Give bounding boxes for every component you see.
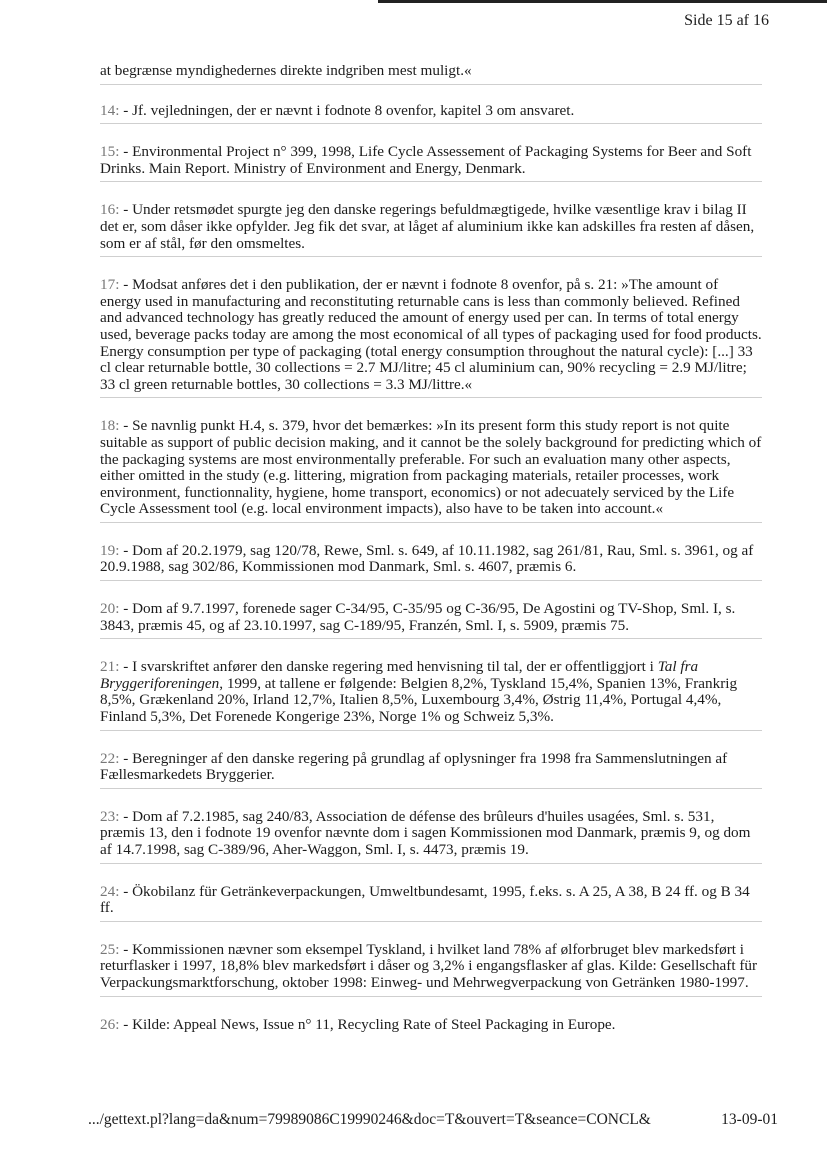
footnote-link[interactable]: 16: [100, 201, 120, 219]
footnote-text: - Dom af 9.7.1997, forenede sager C-34/95, C-35/95 og C-36/95, De Agostini og TV-Shop, Sml. I, s. 3843, præmis 45, og af 23.10.1997, sag C-189/95, Franzén, Sml. I, s. 5909, præmis 75. [100, 600, 736, 634]
footnote-text: - Jf. vejledningen, der er nævnt i fodnote 8 ovenfor, kapitel 3 om ansvaret. [119, 101, 575, 119]
footnote-link[interactable]: 21: [100, 658, 120, 676]
footnote-link[interactable]: 26: [100, 1015, 120, 1033]
footnote-text: - Dom af 7.2.1985, sag 240/83, Association de défense des brûleurs d'huiles usagées, Sml. s. 531, præmis 13, den i fodnote 19 ovenfor nævnte dom i sagen Kommissionen mod Danmark, præmis 9, og dom af 14.7.1998, sag C-389/96, Aher-Waggon, Sml. I, s. 4473, præmis 19. [100, 807, 751, 858]
footnote-text: - Beregninger af den danske regering på grundlag af oplysninger fra 1998 fra Sammenslutningen af Fællesmarkedets Bryggerier. [100, 749, 728, 784]
footnote-link[interactable]: 14: [100, 101, 120, 119]
footnote-23 [100, 809, 762, 864]
footnote-text: - Se navnlig punkt H.4, s. 379, hvor det bemærkes: »In its present form this study report is not quite suitable as support of public decision making, and it cannot be the solely background for predicting which of the packaging systems are most environmentally preferable. For such an evaluation many other aspects, either omitted in the study (e.g. littering, migration from packaging materials, retailer processes, work environment, functionnality, hygiene, home transport, economics) or not adecuately serviced by the Life Cycle Assessment tool (e.g. local environment impacts), also have to be taken into account.« [100, 417, 762, 518]
page-number: Side 15 af 16 [684, 12, 769, 29]
footnote-source-title: Tal fra Bryggeriforeningen [100, 658, 699, 692]
footnote-24 [100, 884, 762, 922]
footnote-text: - Environmental Project n° 399, 1998, Life Cycle Assessement of Packaging Systems for Beer and Soft Drinks. Main Report. Ministry of Environment and Energy, Denmark. [100, 143, 752, 177]
footnote-link[interactable]: 20: [100, 600, 120, 618]
footnote-18 [100, 418, 762, 523]
footnote-20 [100, 601, 762, 639]
footnote-text: - Kilde: Appeal News, Issue n° 11, Recycling Rate of Steel Packaging in Europe. [119, 1015, 616, 1033]
footnote-22 [100, 751, 762, 789]
footnote-21 [100, 659, 762, 730]
footer-date: 13-09-01 [721, 1111, 778, 1128]
footnote-text: - I svarskriftet anfører den danske regering med henvisning til tal, der er offentliggjort i [119, 658, 658, 676]
footnote-16 [100, 202, 762, 257]
footnote-text: - Dom af 20.2.1979, sag 120/78, Rewe, Sml. s. 649, af 10.11.1982, sag 261/81, Rau, Sml. s. 3961, og af 20.9.1988, sag 302/86, Kommissionen mod Danmark, Sml. s. 4607, præmis 6. [100, 541, 754, 576]
footer-url: .../gettext.pl?lang=da&num=79989086C19990246&doc=T&ouvert=T&seance=CONCL& [88, 1111, 651, 1128]
footnote-15 [100, 144, 762, 182]
footnote-19 [100, 543, 762, 581]
footnote-link[interactable]: 17: [100, 276, 120, 294]
footnote-text: - Under retsmødet spurgte jeg den danske regerings befuldmægtigede, hvilke væsentlige krav i bilag II det er, som dåser ikke opfylder. Jeg fik det svar, at låget af aluminium ikke kan adskilles fra resten af dåsen, som er af stål, før den omsmeltes. [100, 201, 755, 252]
top-rule [378, 0, 827, 3]
footnote-link[interactable]: 22: [100, 749, 120, 767]
footnote-17 [100, 277, 762, 398]
footnote-link[interactable]: 24: [100, 882, 120, 900]
footnote-link[interactable]: 15: [100, 143, 120, 161]
footnote-text: - Ökobilanz für Getränkeverpackungen, Umweltbundesamt, 1995, f.eks. s. A 25, A 38, B 24 ff. og B 34 ff. [100, 882, 750, 917]
footnote-text: , 1999, at tallene er følgende: Belgien 8,2%, Tyskland 15,4%, Spanien 13%, Frankrig 8,5%, Grækenland 20%, Irland 12,7%, Italien 8,5%, Luxembourg 3,4%, Østrig 11,4%, Portugal 4,4%, Finland 5,3%, Det Forenede Kongerige 23%, Norge 1% og Schweiz 5,3%. [100, 674, 738, 726]
footnote-14 [100, 103, 762, 125]
footnote-link[interactable]: 19: [100, 541, 120, 559]
page-footer [88, 1111, 778, 1129]
footnote-link[interactable]: 18: [100, 417, 120, 435]
footnote-link[interactable]: 23: [100, 807, 120, 825]
intro-text: at begrænse myndighedernes direkte indgriben mest muligt.« [100, 63, 762, 85]
footnote-link[interactable]: 25: [100, 940, 120, 958]
footnote-25 [100, 942, 762, 997]
footnote-text: - Modsat anføres det i den publikation, der er nævnt i fodnote 8 ovenfor, på s. 21: »The amount of energy used in manufacturing and reconstituting returnable cans is less than commonly believed. Refined and advanced technology has greatly reduced the amount of energy used per can. In terms of total energy used, beverage packs today are among the most economical of all types of packaging used for food products. Energy consumption per type of packaging (total energy consumption throughout the natural cycle): [...] 33 cl clear returnable bottle, 30 collections = 2.7 MJ/litre; 45 cl aluminium can, 90% recycling = 2.9 MJ/litre; 33 cl green returnable bottles, 30 collections = 3.3 MJ/littre.« [100, 276, 762, 393]
footnote-26 [100, 1017, 762, 1038]
footnote-text: - Kommissionen nævner som eksempel Tyskland, i hvilket land 78% af ølforbruget blev markedsført i returflasker i 1997, 18,8% blev markedsført i dåser og 3,2% i engangsflasker af glas. Kilde: Gesellschaft für Verpackungsmarktforschung, oktober 1998: Einweg- und Mehrwegverpackung von Getränken 1980-1997. [100, 940, 758, 991]
document-body [100, 63, 762, 1057]
